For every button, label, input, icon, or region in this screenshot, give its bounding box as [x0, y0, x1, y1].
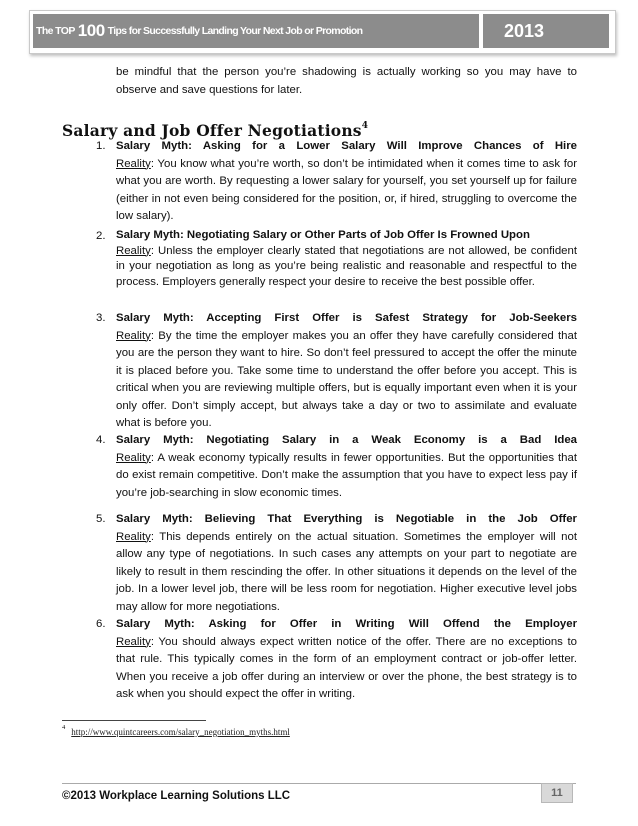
reality-label: Reality: [116, 244, 151, 257]
reality-label: Reality: [116, 530, 151, 543]
item-number: 3.: [96, 312, 106, 324]
footnote: [62, 726, 290, 737]
header-title-post: Tips for Successfully Landing Your Next Job or Promotion: [107, 25, 363, 37]
footnote-ref: 4: [361, 120, 369, 131]
item-body: [116, 228, 577, 290]
item-number: 4.: [96, 434, 106, 446]
reality-label: Reality: [116, 157, 151, 170]
header-year: 2013: [504, 20, 545, 41]
item-body: [116, 138, 577, 226]
reality-label: Reality: [116, 451, 151, 464]
item-text: : You should always expect written notice of the offer. There are no exceptions to that rule. This typically comes in the form of an employment contract or job-offer letter. When you receive a job offer during an interview or over the phone, the best strategy is to ask when you should expect the offer in writing.: [116, 635, 577, 700]
continuation-paragraph: be mindful that the person you’re shadowing is actually working so you may have to observe and save questions for later.: [116, 66, 577, 96]
footnote-link[interactable]: http://www.quintcareers.com/salary_negotiation_myths.html: [71, 727, 290, 737]
section-title: Salary and Job Offer Negotiations: [62, 121, 362, 140]
item-number: 1.: [96, 140, 106, 152]
header-title-number: 100: [77, 21, 105, 40]
item-body: [116, 616, 577, 704]
reality-label: Reality: [116, 329, 151, 342]
item-body: [116, 310, 577, 433]
item-number: 6.: [96, 618, 106, 630]
footnote-divider: [62, 720, 206, 721]
item-text: : A weak economy typically results in fewer opportunities. But the opportunities that do exist remain competitive. Don’t make the assumption that you have to expect less pay if you’re job-searching in slow economic times.: [116, 451, 577, 499]
item-text: : This depends entirely on the actual situation. Sometimes the employer will not allow any type of negotiations. In such cases any attempts on your part to negotiate are likely to result in them rescinding the offer. In other situations it depends on the level of the job. In a lower level job, there will be less room for negotiation. Higher executive level jobs may allow for more negotiations.: [116, 530, 577, 613]
item-title: Salary Myth: Asking for Offer in Writing Will Offend the Employer: [116, 618, 577, 630]
header-title-pre: The TOP: [36, 25, 75, 37]
item-title: Salary Myth: Believing That Everything is Negotiable in the Job Offer: [116, 513, 577, 525]
footer-divider: [62, 783, 576, 784]
item-number: 2.: [96, 230, 106, 242]
header-year-box: [483, 14, 609, 48]
item-body: [116, 511, 577, 616]
footer-copyright: ©2013 Workplace Learning Solutions LLC: [62, 790, 291, 802]
item-number: 5.: [96, 513, 106, 525]
item-body: [116, 432, 577, 502]
reality-label: Reality: [116, 635, 151, 648]
item-title: Salary Myth: Negotiating Salary in a Weak Economy is a Bad Idea: [116, 434, 577, 446]
item-text: : Unless the employer clearly stated that negotiations are not allowed, be confident in your negotiation as long as you’re being realistic and reasonable and respectful to the process. Employers generally respect your desire to receive the best possible offer.: [116, 244, 577, 288]
page-number: 11: [541, 783, 573, 803]
item-text: : By the time the employer makes you an offer they have carefully considered that you are the person they want to hire. So don’t feel pressured to accept the offer the minute it is placed before you. Take some time to understand the offer before you accept. This is critical when you are reviewing multiple offers, but is equally important even when it is your only offer. Don’t simply accept, but always take a day or two to assimilate and evaluate what is before you.: [116, 329, 577, 429]
header-title-bar: [33, 14, 479, 48]
item-title: Salary Myth: Accepting First Offer is Safest Strategy for Job-Seekers: [116, 312, 577, 324]
item-text: : You know what you’re worth, so don’t be intimidated when it comes time to ask for what you are worth. By requesting a lower salary for yourself, you set yourself up for failure (either in not even being considered for the position, or, if hired, struggling to overcome the low salary).: [116, 157, 577, 222]
footnote-number: 4: [62, 724, 66, 731]
item-title: Salary Myth: Asking for a Lower Salary Will Improve Chances of Hire: [116, 140, 577, 152]
item-title: Salary Myth: Negotiating Salary or Other Parts of Job Offer Is Frowned Upon: [116, 229, 530, 241]
